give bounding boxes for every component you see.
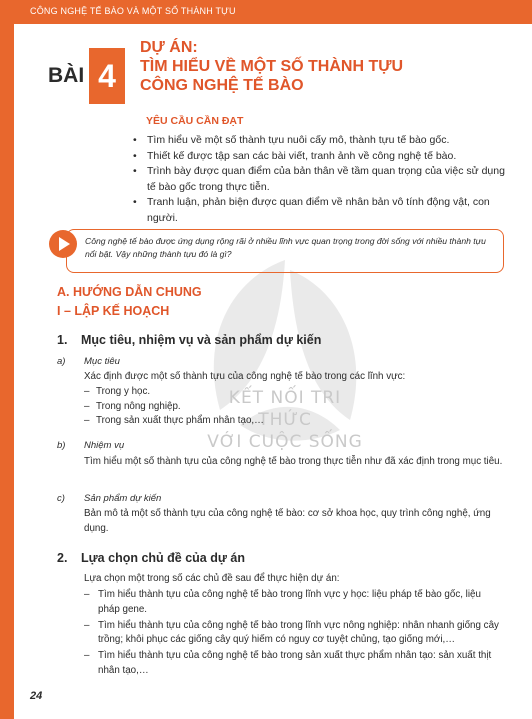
requirement-text: Trình bày được quan điểm của bản thân về tầm quan trọng của việc sử dụng tế bào gốc trong thực tiễn. <box>147 165 505 193</box>
requirement-item <box>133 149 508 165</box>
watermark-line-2: VỚI CUỘC SỐNG <box>207 432 363 452</box>
lesson-label: BÀI <box>48 64 85 87</box>
list-item <box>84 414 504 429</box>
sub-a-text: Xác định được một số thành tựu của công nghệ tế bào trong các lĩnh vực: <box>84 371 406 382</box>
lesson-title-line-3: CÔNG NGHỆ TẾ BÀO <box>140 77 304 94</box>
sub-title-a: Mục tiêu <box>84 356 120 367</box>
dash-icon: – <box>84 650 90 662</box>
requirement-text: Tranh luận, phản biện được quan điểm về nhân bản vô tính động vật, con người. <box>147 196 490 224</box>
topic-text: Tìm hiểu thành tựu của công nghệ tế bào trong lĩnh vực nông nghiệp: nhân nhanh giống cây trồng; khôi phục các giống cây quý hiếm có nguy cơ tuyệt chủng, tạo giống mới,… <box>98 619 499 646</box>
topic-item <box>84 649 504 679</box>
lesson-title-line-2: TÌM HIỂU VỀ MỘT SỐ THÀNH TỰU <box>140 58 404 75</box>
requirements-list <box>133 133 508 226</box>
page-number: 24 <box>30 690 43 702</box>
lesson-title <box>140 38 500 95</box>
lesson-title-line-1: DỰ ÁN: <box>140 39 198 56</box>
sub-title-c: Sản phẩm dự kiến <box>84 493 162 504</box>
sub-body-b: Tìm hiểu một số thành tựu của công nghệ tế bào trong thực tiễn như đã xác định trong mục tiêu. <box>84 456 503 467</box>
topics-intro: Lựa chọn một trong số các chủ đề sau để thực hiện dự án: <box>84 573 340 584</box>
requirements-heading: YÊU CẦU CẦN ĐẠT <box>146 115 244 127</box>
topics-list <box>84 588 504 680</box>
list-item <box>84 385 504 400</box>
intro-callout <box>66 229 504 273</box>
topic-item <box>84 588 504 618</box>
watermark-line-1: KẾT NỐI TRI THỨC <box>228 388 342 430</box>
heading-2 <box>57 551 245 565</box>
heading-number: 2. <box>57 551 68 565</box>
topic-text: Tìm hiểu thành tựu của công nghệ tế bào trong sản xuất thực phẩm nhân tạo: sản xuất thịt nhân tạo,… <box>98 650 492 676</box>
heading-text: Mục tiêu, nhiệm vụ và sản phẩm dự kiến <box>81 333 322 347</box>
list-item-text: Trong sản xuất thực phẩm nhân tạo,… <box>96 415 264 427</box>
intro-text: Công nghệ tế bào được ứng dụng rộng rãi ở nhiều lĩnh vực quan trọng trong đời sống với nhiều thành tựu nổi bật. Vậy những thành tựu đó là gì? <box>85 236 486 259</box>
left-color-band <box>0 0 14 719</box>
heading-1 <box>57 333 321 347</box>
play-icon <box>49 230 77 258</box>
list-item-text: Trong nông nghiệp. <box>96 400 181 412</box>
bullet-icon: • <box>133 196 137 208</box>
dash-icon: – <box>84 589 90 600</box>
requirement-text: Thiết kế được tập san các bài viết, tranh ảnh về công nghệ tế bào. <box>147 149 457 162</box>
list-item <box>84 400 504 415</box>
bullet-icon: • <box>133 134 137 146</box>
dash-icon: – <box>84 385 90 397</box>
requirement-item <box>133 195 508 226</box>
requirement-text: Tìm hiểu về một số thành tựu nuôi cấy mô, thành tựu tế bào gốc. <box>147 134 450 146</box>
dash-icon: – <box>84 400 90 412</box>
requirement-item <box>133 164 508 195</box>
sub-title-b: Nhiệm vụ <box>84 440 125 451</box>
bullet-icon: • <box>133 165 137 177</box>
requirement-item <box>133 133 508 149</box>
sub-marker-a: a) <box>57 356 66 367</box>
section-i-heading: I – LẬP KẾ HOẠCH <box>57 304 170 318</box>
topic-item <box>84 619 504 649</box>
bullet-icon: • <box>133 149 137 162</box>
dash-icon: – <box>84 619 90 631</box>
section-a-heading: A. HƯỚNG DẪN CHUNG <box>57 285 202 299</box>
sub-body-a <box>84 370 504 429</box>
dash-icon: – <box>84 415 90 427</box>
running-head: CÔNG NGHỆ TẾ BÀO VÀ MỘT SỐ THÀNH TỰU <box>30 6 236 16</box>
list-item-text: Trong y học. <box>96 385 151 397</box>
sub-body-c: Bản mô tả một số thành tựu của công nghệ tế bào: cơ sở khoa học, quy trình công nghệ, ứng dụng. <box>84 508 491 534</box>
heading-number: 1. <box>57 333 68 347</box>
lesson-number-box: 4 <box>89 48 125 104</box>
heading-text: Lựa chọn chủ đề của dự án <box>81 551 245 565</box>
sub-marker-b: b) <box>57 440 66 451</box>
sub-marker-c: c) <box>57 493 65 504</box>
topic-text: Tìm hiểu thành tựu của công nghệ tế bào trong lĩnh vực y học: liệu pháp tế bào gốc, liệu pháp gene. <box>98 589 481 615</box>
